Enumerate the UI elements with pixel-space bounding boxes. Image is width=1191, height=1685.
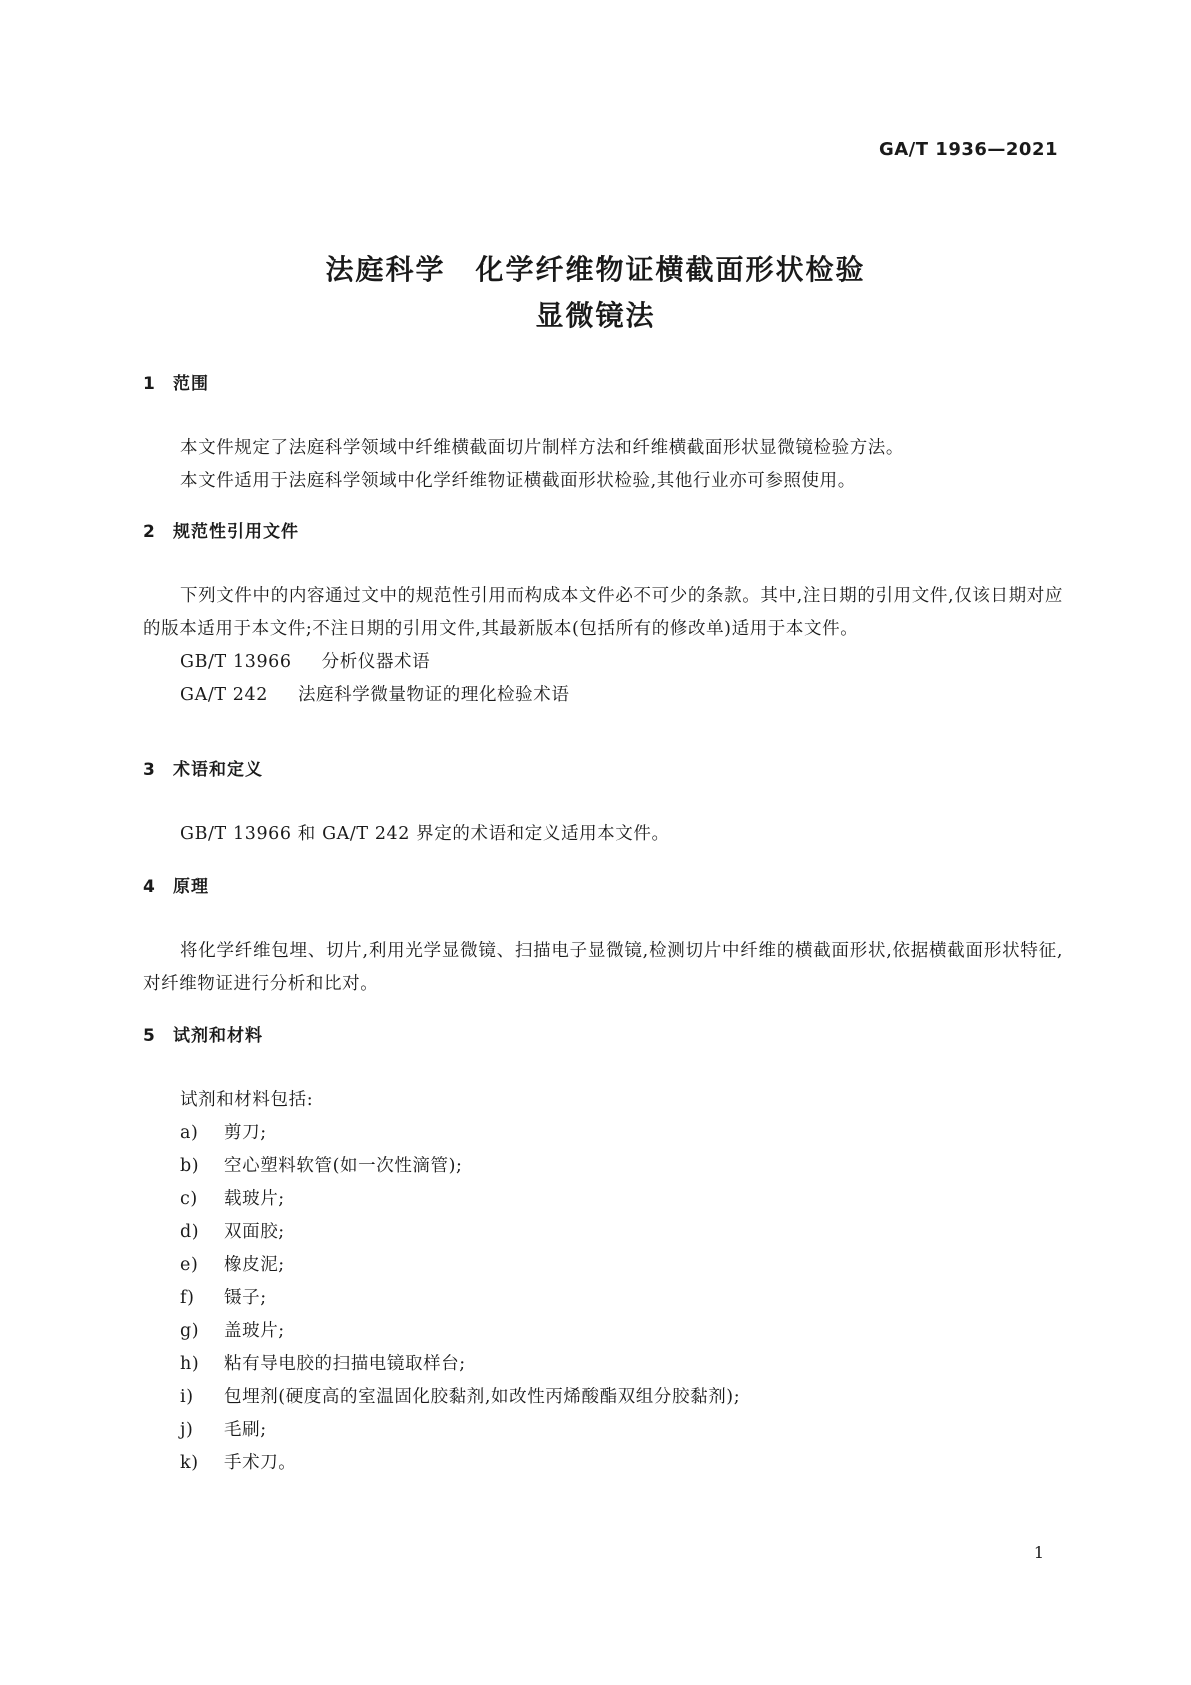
- section-5-reagents-materials: [143, 1024, 1063, 1480]
- paragraph: 下列文件中的内容通过文中的规范性引用而构成本文件必不可少的条款。其中,注日期的引用文件,仅该日期对应的版本适用于本文件;不注日期的引用文件,其最新版本(包括所有的修改单)适用于本文件。: [143, 586, 1063, 639]
- list-item: [143, 1150, 1063, 1183]
- reference-title: 分析仪器术语: [321, 652, 431, 672]
- list-marker: i): [180, 1387, 194, 1407]
- section-2-normative-references: [143, 520, 1063, 712]
- section-number: 3: [143, 760, 156, 780]
- list-item: [143, 1282, 1063, 1315]
- section-title: 术语和定义: [173, 760, 263, 780]
- list-text: 粘有导电胶的扫描电镜取样台;: [224, 1354, 466, 1374]
- list-marker: g): [180, 1321, 200, 1341]
- list-text: 毛刷;: [224, 1420, 267, 1440]
- list-marker: k): [180, 1453, 199, 1473]
- section-title: 原理: [173, 877, 209, 897]
- document-title: [0, 247, 1191, 339]
- reference-title: 法庭科学微量物证的理化检验术语: [297, 685, 570, 705]
- section-4-principle: [143, 875, 1063, 1001]
- list-text: 盖玻片;: [224, 1321, 285, 1341]
- paragraph: 本文件适用于法庭科学领域中化学纤维物证横截面形状检验,其他行业亦可参照使用。: [180, 471, 856, 491]
- list-item: [143, 1117, 1063, 1150]
- section-heading: [143, 372, 1063, 396]
- title-line-2: 显微镜法: [535, 299, 656, 332]
- list-text: 双面胶;: [224, 1222, 285, 1242]
- section-heading: [143, 1024, 1063, 1048]
- list-text: 手术刀。: [224, 1453, 297, 1473]
- list-text: 镊子;: [224, 1288, 267, 1308]
- section-number: 2: [143, 522, 156, 542]
- page-number: 1: [1033, 1543, 1044, 1562]
- list-item: [143, 1414, 1063, 1447]
- list-item: [143, 1315, 1063, 1348]
- list-marker: f): [180, 1288, 195, 1308]
- paragraph: GB/T 13966 和 GA/T 242 界定的术语和定义适用本文件。: [180, 824, 670, 844]
- section-heading: [143, 758, 1063, 782]
- list-text: 剪刀;: [224, 1123, 267, 1143]
- list-item: [143, 1381, 1063, 1414]
- list-text: 包埋剂(硬度高的室温固化胶黏剂,如改性丙烯酸酯双组分胶黏剂);: [224, 1387, 741, 1407]
- list-item: [143, 1183, 1063, 1216]
- list-item: [143, 1216, 1063, 1249]
- section-title: 范围: [173, 374, 209, 394]
- paragraph: 将化学纤维包埋、切片,利用光学显微镜、扫描电子显微镜,检测切片中纤维的横截面形状,依据横截面形状特征,对纤维物证进行分析和比对。: [143, 941, 1063, 994]
- reference-code: GB/T 13966: [180, 652, 292, 672]
- list-item: [143, 1447, 1063, 1480]
- section-number: 1: [143, 374, 156, 394]
- section-number: 4: [143, 877, 156, 897]
- list-marker: b): [180, 1156, 200, 1176]
- list-marker: a): [180, 1123, 199, 1143]
- reference-item: [143, 679, 1063, 712]
- list-marker: c): [180, 1189, 198, 1209]
- section-heading: [143, 875, 1063, 899]
- list-marker: h): [180, 1354, 200, 1374]
- title-line-1: 法庭科学 化学纤维物证横截面形状检验: [325, 253, 866, 286]
- section-3-terms: [143, 758, 1063, 851]
- list-text: 空心塑料软管(如一次性滴管);: [224, 1156, 463, 1176]
- list-item: [143, 1348, 1063, 1381]
- list-text: 载玻片;: [224, 1189, 285, 1209]
- section-title: 规范性引用文件: [173, 522, 299, 542]
- list-text: 橡皮泥;: [224, 1255, 285, 1275]
- section-heading: [143, 520, 1063, 544]
- reference-code: GA/T 242: [180, 685, 268, 705]
- list-marker: e): [180, 1255, 199, 1275]
- reference-item: [143, 646, 1063, 679]
- paragraph: 本文件规定了法庭科学领域中纤维横截面切片制样方法和纤维横截面形状显微镜检验方法。: [180, 438, 904, 458]
- list-marker: j): [180, 1420, 194, 1440]
- section-1-scope: [143, 372, 1063, 498]
- section-title: 试剂和材料: [173, 1026, 263, 1046]
- list-marker: d): [180, 1222, 200, 1242]
- standard-code: GA/T 1936—2021: [878, 139, 1058, 160]
- section-number: 5: [143, 1026, 156, 1046]
- list-item: [143, 1249, 1063, 1282]
- paragraph: 试剂和材料包括:: [180, 1090, 314, 1110]
